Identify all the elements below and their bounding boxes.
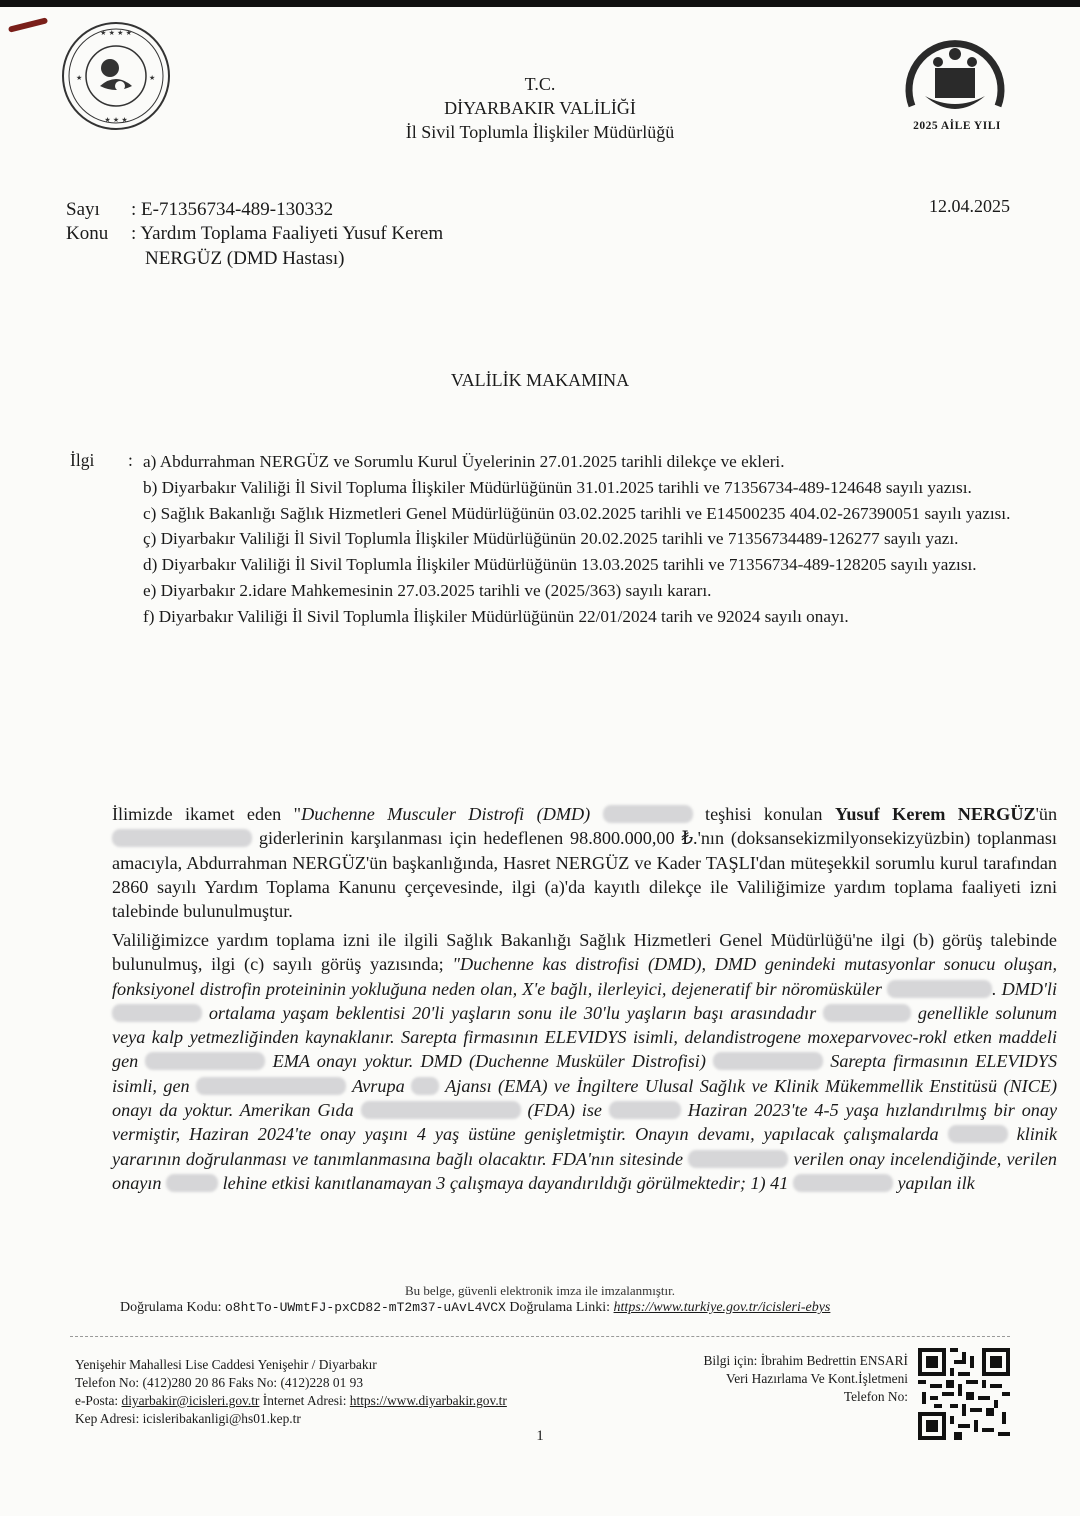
verification-code: o8htTo-UWmtFJ-pxCD82-mT2m37-uAvL4VCX (224, 1300, 506, 1315)
ilgi-item-cc: ç) Diyarbakır Valiliği İl Sivil Toplumla İlişkiler Müdürlüğünün 20.02.2025 tarihli ve 71356734489-126277 sayılı yazı. (143, 529, 959, 549)
patient-name: Yusuf Kerem NERGÜZ (834, 804, 1036, 824)
svg-text:★: ★ (149, 74, 156, 82)
ilgi-item-e: e) Diyarbakır 2.idare Mahkemesinin 27.03.2025 tarihli ve (2025/363) sayılı kararı. (143, 580, 712, 600)
email-link[interactable]: diyarbakir@icisleri.gov.tr (121, 1393, 260, 1408)
footer-divider (70, 1336, 1010, 1337)
scan-top-edge (0, 0, 1080, 7)
contact-role: Veri Hazırlama Ve Kont.İşletmeni (726, 1371, 908, 1386)
p2-quote: "Duchenne kas distrofisi (DMD), DMD genindeki mutasyonlar sonucu oluşan, fonksiyonel distrofin proteininin yokluğuna neden olan, X'e bağlı, ilerleyici, dejeneratif bir nöromüsküler . DMD'li ortalama yaşam beklentisi 20'li yaşların sonu ile 30'lu yaşların başı arasındadır genellikle solunum veya kalp yetmezliğinden kaynaklanır. Sarepta firmasının ELEVIDYS isimli, delandistrogene moxeparvovec-rokl etken maddeli gen EMA onayı yoktur. DMD (Duchenne Musküler Distrofisi) Sarepta firmasının ELEVIDYS isimli, gen Avrupa Ajansı (EMA) ve İngiltere Ulusal Sağlık ve Klinik Mükemmellik Enstitüsü (NICE) onayı da yoktur. Amerikan Gıda (FDA) ise Haziran 2023'te 4-5 yaşa hızlandırılmış bir onay vermiştir, Haziran 2024'te onay yaşını 4 yaş üstüne genişletmiştir. Onayın devamı, yapılacak çalışmalarda klinik yararının doğrulanması ve tanımlanmasına bağlı olacaktır. FDA'nın sitesinde verilen onay incelendiğinde, verilen onayın lehine etkisi kanıtlanamayan 3 çalışmaya dayandırıldığı görülmektedir; 1) 41 yapılan ilk (112, 954, 1058, 1193)
ilgi-item-f: f) Diyarbakır Valiliği İl Sivil Toplumla İlişkiler Müdürlüğünün 22/01/2024 tarih ve 92024 sayılı onayı. (143, 606, 849, 626)
ilgi-item-a: a) Abdurrahman NERGÜZ ve Sorumlu Kurul Üyelerinin 27.01.2025 tarihli dilekçe ve ekleri. (143, 452, 785, 471)
svg-text:★: ★ (76, 74, 83, 82)
ilgi-label: İlgi (70, 450, 95, 470)
sayi-label: Sayı (66, 199, 100, 220)
page-number: 1 (536, 1428, 544, 1444)
paragraph-1 (70, 802, 1057, 923)
redaction (112, 829, 252, 847)
addressee-heading: VALİLİK MAKAMINA (450, 370, 630, 390)
email-web-line (75, 1392, 635, 1410)
web-label: İnternet Adresi: (262, 1393, 347, 1408)
pen-mark (8, 17, 48, 32)
p1-text: giderlerinin karşılanması için hedeflenen 98.800.000,00 ₺.'nın (doksansekizmilyonsekizyüzbin) toplanması amacıyla, Abdurrahman NERGÜZ'ün başkanlığında, Hasret NERGÜZ ve Kader TAŞLI'dan müteşekkil sorumlu kurul tarafından 2860 sayılı Yardım Toplama Kanunu çerçevesinde, ilgi (a)'da kayıtlı dilekçe ile Valiliğimize yardım toplama faaliyeti izni talebinde bulunulmuştur. (112, 828, 1057, 922)
address-line: Yenişehir Mahallesi Lise Caddesi Yenişehir / Diyarbakır (75, 1357, 377, 1372)
aile-yili-caption: 2025 AİLE YILI (913, 120, 1001, 132)
p2-text: Valiliğimizce yardım toplama izni ile ilgili Sağlık Bakanlığı Sağlık Hizmetleri Genel Müdürlüğü'ne ilgi (b) görüş talebinde bulunulmuş, ilgi (c) sayılı görüş yazısında; (112, 930, 1057, 975)
paragraph-2 (70, 928, 1057, 1195)
verification-link[interactable]: https://www.turkiye.gov.tr/icisleri-ebys (613, 1300, 831, 1315)
konu-value-line1: : Yardım Toplama Faaliyeti Yusuf Kerem (131, 223, 444, 244)
svg-text:★ ★ ★: ★ ★ ★ (104, 116, 128, 124)
p1-diagnosis: Duchenne Musculer Distrofi (DMD) (301, 804, 591, 824)
p1-text: 'ün (1035, 804, 1058, 824)
tc-heading: T.C. (524, 74, 556, 94)
e-signature-note: Bu belge, güvenli elektronik imza ile imzalanmıştır. (404, 1283, 676, 1298)
redaction (603, 805, 693, 823)
ilgi-list (143, 450, 1013, 631)
valilik-heading: DİYARBAKIR VALİLİĞİ (444, 98, 636, 118)
p1-text: İlimizde ikamet eden " (112, 804, 302, 824)
verification-link-label: Doğrulama Linki: (509, 1300, 611, 1315)
verification-line (120, 1300, 1020, 1316)
ministry-seal-icon (60, 20, 172, 132)
p1-text: teşhisi konulan (705, 804, 823, 824)
document-date: 12.04.2025 (929, 196, 1010, 216)
konu-label: Konu (66, 223, 109, 244)
kep-line: Kep Adresi: icisleribakanligi@hs01.kep.tr (75, 1411, 301, 1426)
verification-code-label: Doğrulama Kodu: (120, 1300, 222, 1315)
email-label: e-Posta: (75, 1393, 119, 1408)
ilgi-colon: : (128, 450, 133, 470)
konu-value-line2: NERGÜZ (DMD Hastası) (145, 248, 345, 269)
contact-person: Bilgi için: İbrahim Bedrettin ENSARİ (703, 1353, 908, 1368)
letterhead (290, 72, 790, 144)
phone-line: Telefon No: (412)280 20 86 Faks No: (412)228 01 93 (75, 1375, 364, 1390)
ilgi-item-b: b) Diyarbakır Valiliği İl Sivil Topluma İlişkiler Müdürlüğünün 31.01.2025 tarihli ve 71356734-489-124648 sayılı yazısı. (143, 477, 972, 497)
contact-phone: Telefon No: (843, 1389, 908, 1404)
ilgi-item-d: d) Diyarbakır Valiliği İl Sivil Toplumla İlişkiler Müdürlüğünün 13.03.2025 tarihli ve 71356734-489-128205 sayılı yazısı. (143, 555, 977, 575)
svg-text:★ ★ ★ ★: ★ ★ ★ ★ (100, 29, 132, 37)
mudurluk-heading: İl Sivil Toplumla İlişkiler Müdürlüğü (405, 122, 675, 142)
ilgi-item-c: c) Sağlık Bakanlığı Sağlık Hizmetleri Genel Müdürlüğünün 03.02.2025 tarihli ve E14500235 404.02-267390051 sayılı yazısı. (143, 503, 1011, 523)
contact-address-block (75, 1356, 635, 1428)
contact-person-block (630, 1352, 908, 1406)
website-link[interactable]: https://www.diyarbakir.gov.tr (349, 1393, 507, 1408)
sayi-value: : E-71356734-489-130332 (131, 199, 334, 220)
qr-code-icon (918, 1348, 1010, 1440)
